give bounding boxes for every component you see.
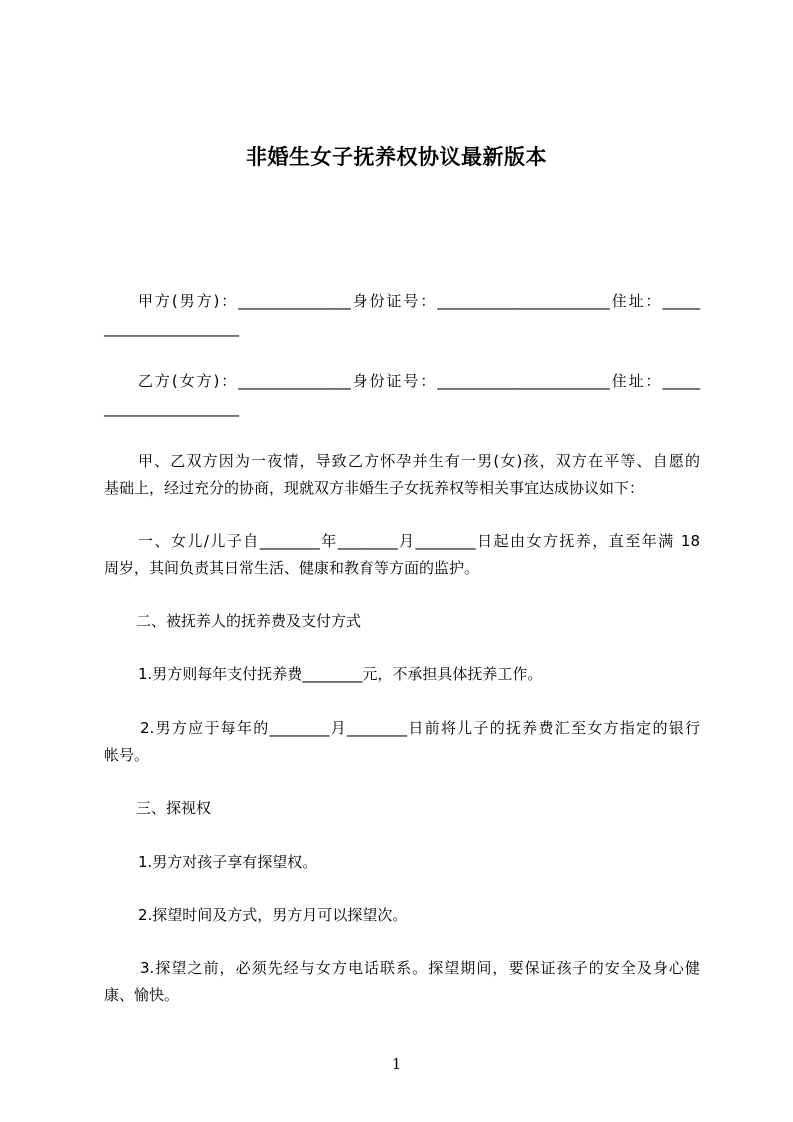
section-3-heading: 三、探视权 <box>136 799 212 817</box>
section-2-item-2-line-1: 2.男方应于每年的________月________日前将儿子的抚养费汇至女方指定的银行 <box>140 719 700 737</box>
section-3-item-1: 1.男方对孩子享有探望权。 <box>138 853 318 871</box>
section-1-line-2: 周岁，其间负责其日常生活、健康和教育等方面的监护。 <box>104 559 480 577</box>
document-title: 非婚生女子抚养权协议最新版本 <box>246 145 547 169</box>
party-a-line-2: __________________ <box>104 319 239 337</box>
party-b-line-1: 乙方(女方)：_______________身份证号：_______________________住址：_____ <box>138 372 700 390</box>
section-2-item-1: 1.男方则每年支付抚养费________元，不承担具体抚养工作。 <box>138 665 543 683</box>
section-3-item-3-line-2: 康、愉快。 <box>104 986 180 1004</box>
page-number: 1 <box>391 1055 402 1073</box>
section-2-heading: 二、被抚养人的抚养费及支付方式 <box>136 612 362 630</box>
section-3-item-2: 2.探望时间及方式，男方月可以探望次。 <box>138 906 408 924</box>
intro-line-2: 基础上，经过充分的协商，现就双方非婚生子女抚养权等相关事宜达成协议如下： <box>104 479 645 497</box>
party-a-line-1: 甲方(男方)：_______________身份证号：_______________________住址：_____ <box>138 292 700 310</box>
section-3-item-3-line-1: 3.探望之前，必须先经与女方电话联系。探望期间，要保证孩子的安全及身心健 <box>140 959 700 977</box>
section-2-item-2-line-2: 帐号。 <box>104 746 150 764</box>
intro-line-1: 甲、乙双方因为一夜情，导致乙方怀孕并生有一男(女)孩，双方在平等、自愿的 <box>138 452 700 470</box>
section-1-line-1: 一、女儿/儿子自________年________月________日起由女方抚养，直至年满 18 <box>138 532 700 550</box>
party-b-line-2: __________________ <box>104 399 239 417</box>
